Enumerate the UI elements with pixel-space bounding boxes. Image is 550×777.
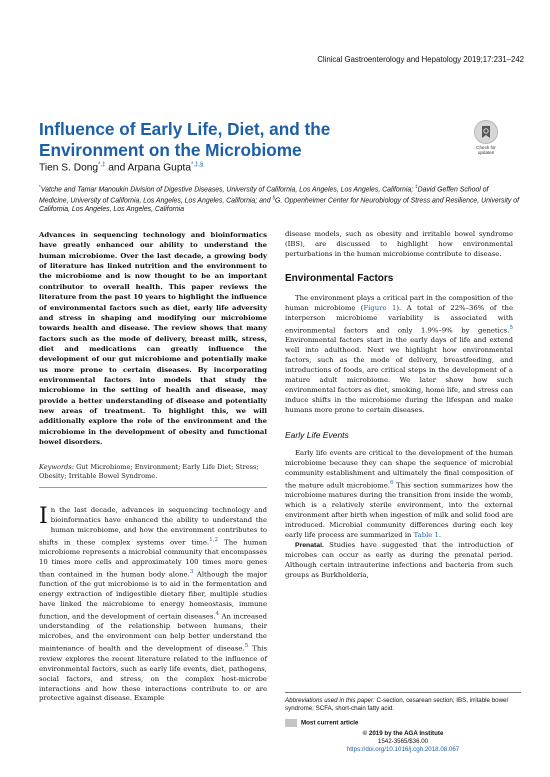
citation[interactable]: 5 [244, 643, 249, 650]
keywords: Keywords: Gut Microbiome; Environment; Early Life Diet; Stress; Obesity; Irritable Bowel Syndrome. [39, 462, 259, 481]
figure-link[interactable]: Figure 1 [363, 303, 397, 312]
author-name: Arpana Gupta [127, 162, 191, 174]
article-footer [285, 692, 521, 755]
author-list [39, 162, 203, 173]
abstract: Advances in sequencing technology and bioinformatics have greatly enhanced our ability to understand the human microbiome. Over the last decade, a growing body of literature has linked nutrition and the environment to the microbiome and is now thought to be an important contributor to overall health. This paper reviews the literature from the past 10 years to highlight the influence of environmental factors such as diet, early life adversity and stress in shaping and modifying our microbiome towards health and disease. The review shows that many factors such as the mode of delivery, breast milk, stress, diet and medications can greatly influence the development of our gut microbiome and potentially make us more prone to certain diseases. By incorporating environmental factors into models that study the microbiome in the setting of health and disease, may provide a better understanding of disease and potentially new areas of treatment. To highlight this, we will additionally explore the role of the environment and the microbiome in the development of obesity and functional bowel disorders. [39, 231, 267, 447]
author-affiliation-marks: *,‡,§ [190, 162, 204, 168]
affiliation: G. Oppenheimer Center for Neurobiology of Stress and Resilience, University of California, Los Angeles, Los Angeles, California [39, 197, 519, 213]
affiliation: Vatche and Tamar Manoukin Division of Digestive Diseases, University of California, Los Angeles, Los Angeles, California; [40, 186, 414, 194]
citation[interactable]: 3 [189, 568, 194, 575]
issn: 1542-3565/$36.00 [377, 738, 429, 746]
most-current-article: Most current article [285, 719, 521, 727]
intro-paragraph: In the last decade, advances in sequencing technology and bioinformatics have enhanced the ability to understand the human microbiome, and how the environment contributes to shifts in these complex systems over time.$^{1,2}$ The human microbiome represents a microbial community that encompasses 10 times more cells and approximately 100 times more genes than contained in the human body alone.$^3$ Although the major function of the gut microbiome is to aid in the fermentation and energy extraction of indigestible dietary fiber, multiple studies have linked the microbiome to energy homeostasis, immune function, and the development of certain diseases.$^4$ An increased understanding of the relationship between humans, their microbes, and the environment can help better understand the maintenance of health and the development of disease.$^5$ This review explores the recent literature related to the influence of environmental factors, such as early life events, diet, pathogens, social factors, and stress, on the complex host-microbe interactions and how these interactions contribute to or are protective against disease. Example [39, 503, 267, 703]
left-column [39, 230, 267, 704]
article-title: Influence of Early Life, Diet, and the Environment on the Microbiome [39, 119, 331, 160]
author-connector: and [105, 162, 128, 174]
affiliation: David Geffen School of Medicine, University of California, Los Angeles, Los Angeles, California; and [39, 186, 489, 205]
check-for-updates-badge[interactable] [472, 120, 500, 156]
most-current-icon [285, 719, 297, 727]
journal-reference: Clinical Gastroenterology and Hepatology 2019;17:231–242 [317, 55, 524, 64]
divider [39, 487, 267, 488]
prenatal-paragraph: Prenatal. Studies have suggested that the introduction of microbes can occur as early as during the prenatal period. Although certain intrauterine infections and bacteria from such groups as Burkholderia, [285, 541, 513, 580]
section-heading: Environmental Factors [285, 272, 394, 284]
author-name: Tien S. Dong [39, 162, 99, 174]
affiliations: *Vatche and Tamar Manoukin Division of Digestive Diseases, University of California, Los Angeles, Los Angeles, California; ‡David Geffen School of Medicine, University of California, Los Angeles, Los Angeles, California; and §G. Oppenheimer Center for Neurobiology of Stress and Resilience, University of California, Los Angeles, Los Angeles, California [39, 184, 519, 213]
environmental-factors-paragraph: The environment plays a critical part in the composition of the human microbiome (Figure 1). A total of 22%–36% of the interperson microbiome variability is associated with environmental factors and only 1.9%–9% by genetics.$^5$ Environmental factors start in the early days of life and extend well into adulthood. Next we highlight how environmental factors, such as the mode of delivery, breastfeeding, and introductions of foods, are critical steps in the development of a mature adult microbiome. We later show how such environmental factors as diet, smoking, home life, and stress can induce shifts in the microbiome during the lifespan and make humans more prone to certain diseases. [285, 293, 514, 415]
citation[interactable]: 1,2 [209, 536, 219, 543]
bookmark-refresh-icon [474, 120, 498, 144]
citation[interactable]: 5 [509, 324, 513, 331]
doi-link[interactable]: https://doi.org/10.1016/j.cgh.2018.08.067 [346, 746, 460, 754]
abbreviations: Abbreviations used in this paper: C-section, cesarean section; IBS, irritable bowel syndrome; SCFA, short-chain fatty acid. [285, 697, 508, 713]
intro-continuation: disease models, such as obesity and irritable bowel syndrome (IBS), are discussed to highlight how environmental perturbations in the human microbiome contribute to disease. [285, 230, 513, 258]
paragraph-term: Prenatal. [295, 542, 324, 550]
subsection-heading: Early Life Events [285, 430, 349, 441]
footer-rule [285, 692, 521, 693]
author-affiliation-marks: *,‡ [98, 162, 106, 168]
badge-label: Check for updates [476, 145, 496, 156]
right-column [285, 230, 513, 581]
citation[interactable]: 6 [389, 480, 394, 486]
publication-info [285, 730, 521, 755]
table-link[interactable]: Table 1 [413, 531, 439, 540]
citation[interactable]: 4 [215, 611, 220, 618]
drop-cap: I [39, 503, 48, 529]
early-life-paragraph: Early life events are critical to the development of the human microbiome because they can shape the sequence of microbial community establishment and ultimately the final composition of the mature adult microbiome.$^6$ This section summarizes how the microbiome matures during the transition from inside the womb, which is a relatively sterile environment, into the external environment after birth when ingestion of milk and solid food are introduced. Microbial community differences during each key early life process are summarized in Table 1. [285, 449, 513, 540]
copyright: © 2019 by the AGA Institute [362, 729, 444, 737]
